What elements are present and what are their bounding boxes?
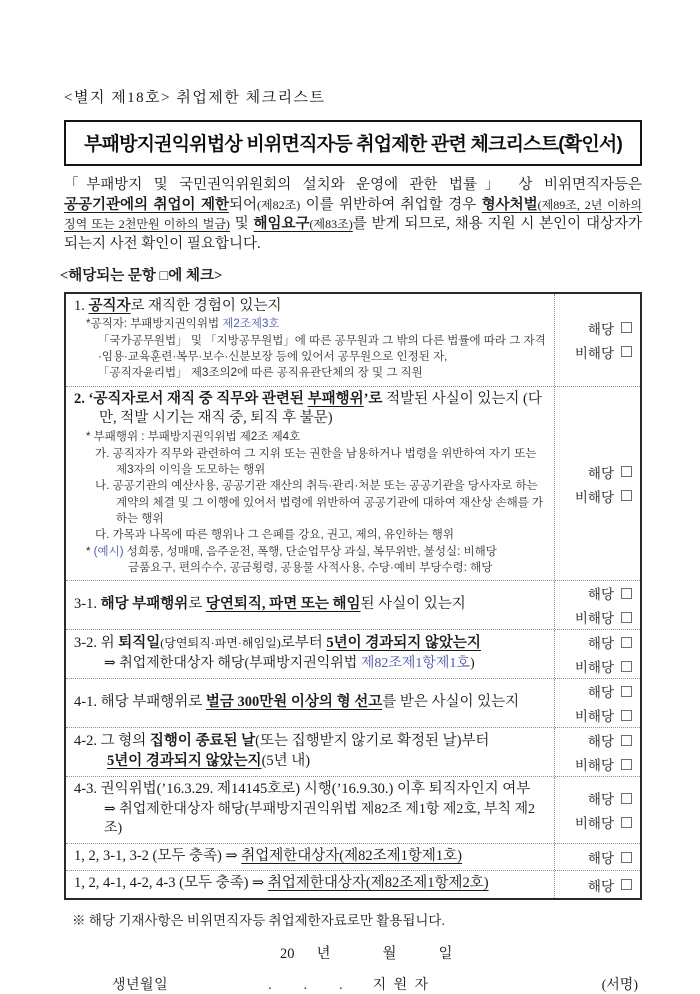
table-row-4-2 bbox=[66, 727, 640, 776]
yes-checkbox[interactable] bbox=[621, 466, 632, 477]
table-row-2 bbox=[66, 386, 640, 581]
row-1-question: 1. 공직자로 재직한 경험이 있는지 bbox=[74, 297, 282, 314]
checklist-table bbox=[64, 292, 642, 900]
yes-label: 해당 bbox=[587, 851, 614, 867]
summary-1-text: 1, 2, 3-1, 3-2 (모두 충족) ⇒ 취업제한대상자(제82조제1항제1호) bbox=[74, 848, 462, 865]
no-checkbox[interactable] bbox=[621, 612, 632, 623]
no-option bbox=[575, 342, 632, 362]
no-checkbox[interactable] bbox=[621, 346, 632, 357]
no-option bbox=[575, 607, 632, 627]
yes-option bbox=[588, 318, 632, 338]
table-row-1 bbox=[66, 294, 640, 386]
yes-option bbox=[588, 681, 632, 701]
row-4-2-question-cont: 5년이 경과되지 않았는지(5년 내) bbox=[107, 752, 311, 769]
row-2-note: * 부패행위 : 부패방지권익위법 제2조 제4호 bbox=[86, 431, 301, 444]
table-row-summary-1 bbox=[66, 843, 640, 870]
yes-checkbox[interactable] bbox=[621, 588, 632, 599]
no-checkbox[interactable] bbox=[621, 710, 632, 721]
yes-checkbox[interactable] bbox=[621, 879, 632, 890]
date-dot: . bbox=[339, 977, 343, 993]
row-1-note: 「공직자윤리법」 제3조의2에 따른 공직유관단체의 장 및 그 직원 bbox=[98, 367, 423, 380]
signature-line bbox=[64, 974, 642, 994]
yes-label: 해당 bbox=[587, 792, 614, 808]
yes-checkbox[interactable] bbox=[621, 686, 632, 697]
year-label: 년 bbox=[316, 945, 331, 962]
row-2-note: 금품요구, 편의수수, 공금횡령, 공용물 사적사용, 수당·예비 부당수령: 해당 bbox=[128, 562, 493, 575]
applicant-label: 지 원 자 bbox=[372, 977, 431, 993]
yes-label: 해당 bbox=[587, 465, 614, 481]
no-label: 비해당 bbox=[574, 758, 614, 774]
yes-option bbox=[588, 788, 632, 808]
date-dot: . bbox=[303, 977, 308, 993]
doc-label: <별지 제18호> 취업제한 체크리스트 bbox=[64, 90, 326, 106]
check-instruction: <해당되는 문항 □에 체크> bbox=[60, 267, 223, 284]
no-option bbox=[575, 705, 632, 725]
no-label: 비해당 bbox=[574, 660, 614, 676]
year-prefix: 20 bbox=[280, 945, 295, 962]
no-option bbox=[575, 812, 632, 832]
no-label: 비해당 bbox=[574, 345, 614, 361]
yes-checkbox[interactable] bbox=[621, 735, 632, 746]
yes-checkbox[interactable] bbox=[621, 637, 632, 648]
row-4-3-question: 4-3. 권익위법(’16.3.29. 제14145호로) 시행(’16.9.30.) 이후 퇴직자인지 여부 bbox=[74, 781, 531, 798]
row-4-3-result: ⇒ 취업제한대상자 해당(부패방지권익위법 제82조 제1항 제2호, 부칙 제2조) bbox=[104, 801, 536, 837]
row-2-note: 나. 공공기관의 예산사용, 공공기관 재산의 취득·관리·처분 또는 공공기관을 당사자로 하는 계약의 체결 및 그 이행에 있어서 법령에 위반하여 공공기관에 대하여 재산상 손해를 가하는 행위 bbox=[95, 480, 544, 526]
row-2-note: 가. 공직자가 직무와 관련하여 그 지위 또는 권한을 남용하거나 법령을 위반하여 자기 또는 제3자의 이익을 도모하는 행위 bbox=[95, 447, 537, 477]
no-option bbox=[575, 486, 632, 506]
no-option bbox=[575, 656, 632, 676]
row-2-note: * (예시) 성희롱, 성매매, 음주운전, 폭행, 단순업무상 과실, 복무위반, 불성실: 비해당 bbox=[86, 545, 497, 558]
yes-option bbox=[588, 730, 632, 750]
no-checkbox[interactable] bbox=[621, 759, 632, 770]
birthdate-label: 생년월일 bbox=[112, 977, 169, 993]
yes-option bbox=[588, 875, 632, 895]
no-label: 비해당 bbox=[574, 489, 614, 505]
row-2-note: 다. 가목과 나목에 따른 행위나 그 은폐를 강요, 권고, 제의, 유인하는 행위 bbox=[95, 529, 454, 542]
intro-paragraph: 「부패방지 및 국민권익위원회의 설치와 운영에 관한 법률」 상 비위면직자등은 공공기관에의 취업이 제한되어(제82조) 이를 위반하여 취업할 경우 형사처벌(제89조, 2년 이하의 징역 또는 2천만원 이하의 벌금) 및 해임요구(제83조)를 받게 되므로, 채용 지원 시 본인이 대상자가 되는지 사전 확인이 필요합니다. bbox=[64, 177, 643, 253]
yes-option bbox=[588, 583, 632, 603]
yes-label: 해당 bbox=[587, 587, 614, 603]
month-label: 월 bbox=[382, 945, 397, 962]
form-title: 부패방지권익위법상 비위면직자등 취업제한 관련 체크리스트(확인서) bbox=[83, 134, 623, 155]
yes-label: 해당 bbox=[587, 685, 614, 701]
yes-label: 해당 bbox=[587, 878, 614, 894]
table-row-4-1 bbox=[66, 678, 640, 727]
row-2-question: 2. ‘공직자로서 재직 중 직무와 관련된 부패행위’로 적발된 사실이 있는지 (다만, 적발 시기는 재직 중, 퇴직 후 불문) bbox=[74, 390, 542, 427]
yes-option bbox=[588, 632, 632, 652]
day-label: 일 bbox=[438, 945, 453, 962]
no-label: 비해당 bbox=[574, 611, 614, 627]
yes-checkbox[interactable] bbox=[621, 793, 632, 804]
yes-label: 해당 bbox=[587, 734, 614, 750]
date-dot: . bbox=[268, 977, 272, 993]
form-title-box bbox=[64, 120, 642, 166]
row-3-2-question: 3-2. 위 퇴직일(당연퇴직·파면·해임일)로부터 5년이 경과되지 않았는지 bbox=[74, 635, 481, 652]
row-3-2-result: ⇒ 취업제한대상자 해당(부패방지권익위법 제82조제1항제1호) bbox=[104, 655, 475, 671]
summary-2-text: 1, 2, 4-1, 4-2, 4-3 (모두 충족) ⇒ 취업제한대상자(제82조제1항제2호) bbox=[74, 875, 489, 892]
no-checkbox[interactable] bbox=[621, 490, 632, 501]
row-4-2-question: 4-2. 그 형의 집행이 종료된 날(또는 집행받지 않기로 확정된 날)부터 bbox=[74, 733, 490, 750]
no-label: 비해당 bbox=[574, 709, 614, 725]
table-row-3-2 bbox=[66, 629, 640, 678]
yes-option bbox=[588, 462, 632, 482]
table-row-3-1 bbox=[66, 580, 640, 629]
usage-note: ※ 해당 기재사항은 비위면직자등 취업제한자료로만 활용됩니다. bbox=[72, 912, 445, 928]
row-1-note: 「국가공무원법」 및 「지방공무원법」에 따른 공무원과 그 밖의 다른 법률에 따라 그 자격·임용·교육훈련·복무·보수·신분보장 등에 있어서 공무원으로 인정된 자, bbox=[98, 334, 546, 363]
yes-option bbox=[588, 847, 632, 867]
table-row-4-3 bbox=[66, 776, 640, 843]
yes-checkbox[interactable] bbox=[621, 852, 632, 863]
no-label: 비해당 bbox=[574, 816, 614, 832]
table-row-summary-2 bbox=[66, 870, 640, 897]
no-checkbox[interactable] bbox=[621, 817, 632, 828]
no-option bbox=[575, 754, 632, 774]
row-3-1-question: 3-1. 해당 부패행위로 당연퇴직, 파면 또는 해임된 사실이 있는지 bbox=[74, 596, 466, 613]
yes-label: 해당 bbox=[587, 321, 614, 337]
signature-label: (서명) bbox=[601, 977, 638, 993]
no-checkbox[interactable] bbox=[621, 661, 632, 672]
date-line bbox=[64, 942, 642, 963]
row-4-1-question: 4-1. 해당 부패행위로 벌금 300만원 이상의 형 선고를 받은 사실이 있는지 bbox=[74, 694, 520, 711]
yes-checkbox[interactable] bbox=[621, 322, 632, 333]
yes-label: 해당 bbox=[587, 636, 614, 652]
row-1-note: *공직자: 부패방지권익위법 제2조제3호 bbox=[86, 318, 280, 331]
